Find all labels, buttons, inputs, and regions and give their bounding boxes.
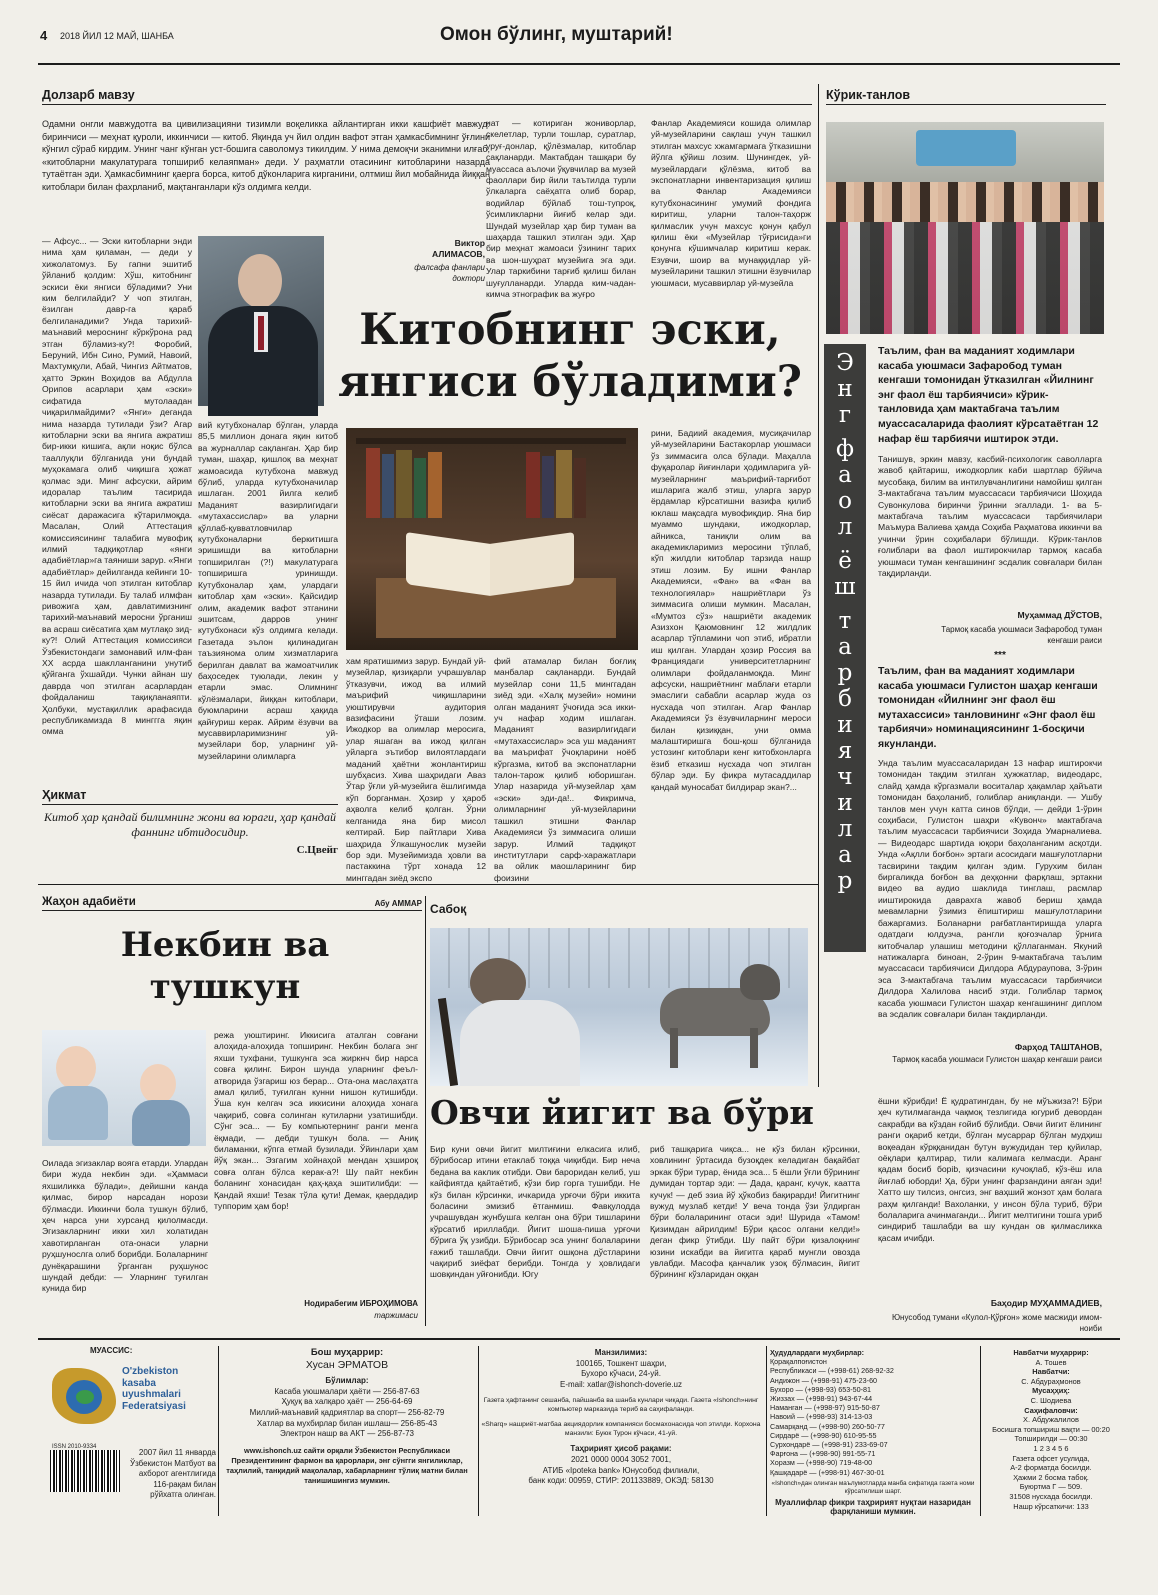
founder-label: МУАССИС:: [90, 1346, 133, 1355]
schedule-line: Босишга топшириш вақти — 00:20: [992, 1424, 1110, 1434]
newspaper-slogan: Омон бўлинг, муштарий!: [440, 24, 673, 45]
depts-label: Бўлимлар:: [325, 1376, 369, 1386]
address-line: 100165, Тошкент шаҳри,: [575, 1358, 667, 1368]
hikmat-author: С.Цвейг: [296, 844, 338, 856]
schedule-line: 31508 нусхада босилди.: [1009, 1491, 1093, 1501]
dolzarb-col5: рини, Бадиий академия, мусиқачилар уй-музейларини Бастакорлар уюшмаси ўз зиммасига олса бўлади. Маҳалла фуқаролар йиғинлари ҳодимларига уй-музейларнинг маърифий-тарғибот ишларига жалб этиш, уларга зарур ёрдамлар кўрсатишни вазифа қилиб юклаш мақсадга мувофиқдир. Яна бир муаммо шундаки, ижодкорлар, айникса, таниқли олим ва академикларимиз меросини тўплаб, кўп жилдли китоблар тарзида нашр этиш лозим. Бу ишни Фанлар Академияси, «Фан» ва «Фан ва технологиялар» нашриётлари ўз зиммасига олиши мумкин. Масалан, «Мумтоз сўз» нашриёти академик Азизхон Қаюмовнинг 12 жилдлик асарлар тўпламини чоп этиб, ибратли иш қилган. Улардан ҳозир Россия ва Франциядаги университетларнинг олимлари фойдаланмоқда. Минг афсуски, нашриётнинг маблағи етарли эмаслиги сабабли асарлар жуда оз нусхада чоп этилган. Агар Фанлар Академияси ўз ёзувчиларнинг мероси билан қизиққан, уни омма малаштиришга бош-қош бўлганида устозинг китоблари кенг китобхонларга ёзиб етказиш нусхада чоп этилган бўлар эди. Бу фикра мутасаддилар қандай муносабат билдирар экан?...: [651, 428, 811, 792]
dept-line: Миллий-маънавий қадриятлар ва спорт— 256-82-79: [249, 1407, 445, 1417]
corr-line: Қашқадарё — (+998-91) 467-30-01: [770, 1467, 885, 1477]
hikmat-quote: Китоб ҳар қандай билимнинг жони ва юраги, ҳар қандай фаннинг ибтидосидир.: [43, 810, 337, 839]
schedule-line: А-2 форматда босилди.: [1010, 1463, 1092, 1473]
mid-rule: [38, 884, 818, 885]
address-label: Манзилимиз:: [594, 1348, 648, 1357]
dolzarb-col1: — Афсус... — Эски китобларни энди нима ҳам қиламан, — деди у хижолатомуз. Бу гапни эшитиб ўйланиб қолдим: Хўш, китобнинг эскиси ёки янгиси бўладими? Уни ким белгилайди? У чоп этилган, ёзилган давр-га қараб белгиланадими? Унда тарихий-маънавий мероснинг кўркўрона рад этган бўламиз-ку?! Форобий, Беруний, Ибн Сино, Румий, Навоий, Махтумқули, Абай, Чингиз Айтматов, ҳатто Эркин Воҳидов ва Абдулла Орипов асарлари ҳам «эски» сифатида мутолаадан чиқарилмайдими? «Янги» деганда нима назарда тутилади ўзи? Агар китобларни эски ва янгига ажратиш бир-икки кишига, ақли ноқис бўлса тааллуқли бўлганида уни бундай муҳокамага олиб чиқишга ҳожат қолмас эди. Минг афсуски, айрим идоралар таълим тасирида китобларни эски ва янгига ажратиш сиёсат даражасига кўтарилмоқда. Масалан, Олий Аттестация комиссиясининг талабига мувофиқ илмий тадқиқотлар «янги адабиётлар»га таяниши зарур. «Янги адабиётлар» дейилганда кейинги 10-15 йил ичида чоп этилган китоблар назарда тутилади. Бу талаб илмфан ривожига ҳам, давлатимизнинг тарихий-маънавий меросни ўрганиш ва асраш сиёсатига ҳам мутлақо зид-ку?! Олий Аттестация комиссияси Ўзбекистондаги замонавий илм-фан XX асрда шаклланганини унутиб қўйганга ўхшайди. Чунки айнан шу даврда чоп этилган асарлардан фойдаланиш тақиқланаяпти. Ҳолбуки, мустақиллик арафасида республикамизда 8 минггга яқин омма: [42, 236, 193, 737]
section-label-dolzarb: Долзарб мавзу: [42, 88, 812, 105]
article-title-jahon: [60, 924, 390, 1008]
teachers-photo: [826, 122, 1104, 334]
footer-divider: [980, 1346, 981, 1516]
editor-label: Бош муҳаррир:: [310, 1347, 384, 1358]
section-label-hikmat: Ҳикмат: [42, 788, 338, 805]
sabok-sig-role: Юнусобод тумани «Кулол-Қўрғон» жоме масжиди имом-ноиби: [891, 1313, 1102, 1333]
twins-photo: [42, 1030, 206, 1146]
footer-divider: [478, 1346, 479, 1516]
corr-line: Республикаси — (+998-61) 268-92-32: [770, 1366, 894, 1376]
kurik-sig1-role: Тармоқ касаба уюшмаси Зафаробод туман кенгаши раиси: [941, 625, 1102, 645]
corr-list: [770, 1357, 976, 1477]
corr-line: Самарқанд — (+998-90) 260-50-77: [770, 1421, 885, 1431]
vertical-title-letter: ч: [837, 764, 853, 790]
corr-label: Ҳудудлардаги муҳбирлар:: [770, 1348, 865, 1357]
section-label-sabok: Сабоқ: [430, 902, 467, 916]
footer-divider: [218, 1346, 219, 1516]
layout-label: Саҳифаловчи:: [1024, 1405, 1078, 1415]
address-block: [480, 1348, 762, 1487]
title-line-2: тушкун: [149, 967, 301, 1007]
site-note: www.ishonch.uz сайти орқали Ўзбекистон Республикаси Президентининг фармон ва қарорлари, энг сўнгги янгиликлар, таҳлилий, танқидий мақолалар, хабарларнинг тўлиқ матни билан танишишингиз мумкин.: [226, 1445, 468, 1485]
vertical-title-letter: г: [838, 402, 852, 428]
vertical-title-letter: ё: [838, 548, 852, 574]
address-line: Бухоро кўчаси, 24-уй.: [581, 1369, 661, 1379]
hunter-wolf-photo: [430, 928, 808, 1086]
printer-note: «Sharq» нашриёт-матбаа акциядорлик компанияси босмахонасида чоп этилди. Корхона манзили: Буюк Турон кўчаси, 41-уй.: [481, 1421, 761, 1438]
vertical-title-letter: а: [838, 462, 852, 488]
page-number: 4: [40, 28, 48, 43]
vertical-title-gap: [824, 540, 866, 548]
author-name: Виктор АЛИМАСОВ,: [432, 238, 485, 259]
vertical-title-letter: и: [837, 712, 853, 738]
kurik-sig1-name: Муҳаммад ДЎСТОВ,: [1017, 610, 1102, 620]
sabok-col2: риб ташқарига чиқса... не кўз билан кўрсинки, ховлининг ўртасида бузоқдек келадиган бақайбат эркак бўри турар, ёнида эса... 5 ёшли ўғли бўрининг думидан тортар эди: — Дада, қаранг, кучук, каатта кучук! — деб эзиа йў ҳўкобиз бақирарди! Йигитнинг вужуд музлаб кетди! У веча тонда ўзи ўлдирган бўри болаларининг отаси эди! Шурида «Тамом! Қизимдан айрилдим! Бўри қасос олгани келди!» деган фикр ўтибди. Шу пайт бўри қизалоқнинг юзини искабди ва йигитга қараб мунгли овозда увлабди. Масофа қанчалик узоқ бўлмасин, йигит бўрининг кўзларидан оққан: [650, 1144, 860, 1280]
dolzarb-col3: нат — котириган жониворлар, скелетлар, турли тошлар, суратлар, уруғ-донлар, қўлёзмалар, китоблар сақланарди. Мактабдан ташқари бу муассаса аълочи ўқувчилар ва музей фаоллари бир йили таътилда турли ўлкаларга саёҳатга олиб борар, водийлар бўйлаб тош-тупроқ, ўсимликларни йиғиб келар эди. Шундай музейлар ҳар бир туман ва шаҳарда ташкил этилган эди. Ҳар бир меҳнат жамоаси ўзининг тарих ва шон-шуҳрат музейига эга эди. Улар таркибини тарғиб қилиш билан шуғулланарди. Уларда ким-чадан-кимча этнографик ва жуғро: [486, 118, 636, 300]
vertical-title-letter: а: [838, 634, 852, 660]
federation-logo: [48, 1360, 214, 1436]
bank-line: АТИБ «Ipoteka bank» Юнусобод филиали,: [542, 1465, 700, 1475]
footer-divider: [766, 1346, 767, 1516]
jahon-sig-name: Нодирабегим ИБРОҲИМОВА: [304, 1299, 418, 1308]
kurik-body-2a: Унда таълим муассасаларидан 13 нафар иштирокчи томонидан тақдим этилган ҳужжатлар, видеодарс, слайд ҳамда кўргазмали воситалар ҳақамлар ҳайъати томонидан баҳоланиб, голиблар аниқланди. — Ушбу танлов мен учун катта синов бўлди, — дейди 1-ўрин соҳибаси, Гулистон шаҳри «Кувонч» мактабгача таълим муассасаси тарбиячиси Зоҳида Умарналиева. — Видеодарс шартида юқори баҳоланганим асқотди. Унда «Ақлли боғбон» эртаги асосидаги машғулотларни тасвирини тақдим қилган эдим. Гурухим билан биргаликда боғбон ва деҳқонни фарқлаш, эртакни видео ва аудио шаклида тинглаш, расмлар ииштирокида даврахга жавоб бериш ҳамда мевамларни ўзимиз ёпиштириш машғулотларини бажаргамиз. Боланарни рағбатлантиришда уларга одатдаги юлдузча, рангли қоғозчалар ўрнига китобчалар улашиш методини қўллаганман. Якуний натижаларга биноан, 2-ўрин 9-мактабгача таълим муассасаси тарбиячиси Дилдора Абдураупова, 3-ўрин эса 3-мактабгача таълим муассасаси тарбиячиси Дилдора Халилова насиб этди. Голиблар тармоқ касаба уюшмаси Гулистон шаҳар кенгашининг диплом ва эсдалик совғалари билан тақдирланди.: [878, 758, 1102, 1019]
logo-line: kasaba: [122, 1377, 156, 1389]
schedule-line: Топширилди — 00:30: [1014, 1434, 1088, 1444]
jahon-author-tag: Абу АММАР: [374, 899, 422, 908]
proof-label: Мусаҳҳиҳ:: [1032, 1386, 1070, 1396]
vertical-title-letter: л: [837, 514, 853, 540]
corr-line: Жиззах — (+998-91) 943-67-44: [770, 1394, 873, 1404]
dolzarb-intro: Одамни онгли мавжудотга ва цивилизацияни тизимли воқеликка айлантирган икки кашфиёт мавжуд: биринчиси — меҳнат қуроли, иккинчиси — китоб. Яқинда уч йил олдин вафот этган ҳамкасбимнинг ўғлини кўнгил сўраб кирдим. Унинг чанг кўнган уст-бошига саволомуз тикилдим. У нима демоқчи эканимни илғаб, «китобларни макулатурага топшириб келаяпман» деди. У раҳматли отасининг китобларини назарда тутаётган эди. Ҳамкасбимнинг қаерга борса, китоб дўконларига кирганини, олтмиш йил мобайнида йиққан китоблари билан фахрланиб, мақтанганлари кўз олдимга келди.: [42, 119, 490, 192]
sabok-sig-name: Баҳодир МУҲАММАДИЕВ,: [990, 1298, 1102, 1308]
title-line-2: янгиси бўладими?: [338, 357, 802, 407]
title-line-1: Некбин ва: [120, 925, 330, 965]
schedule-line: 1 2 3 4 5 6: [1033, 1443, 1069, 1453]
dept-line: Касаба уюшмалари ҳаёти — 256-87-63: [274, 1386, 420, 1396]
vertical-title-letter: о: [838, 488, 852, 514]
vertical-title-gap: [824, 600, 866, 608]
proof-name: С. Шодиева: [1030, 1395, 1072, 1405]
books-photo: [346, 428, 638, 650]
opinion-note: Муаллифлар фикри таҳририят нуқтаи назаридан фарқланиши мумкин.: [775, 1497, 971, 1517]
vertical-title-letter: я: [837, 738, 853, 764]
staff-block: [984, 1348, 1118, 1511]
schedule-line: Ҳажми 2 босма табоқ.: [1013, 1472, 1089, 1482]
vertical-title: [824, 344, 866, 952]
registration-note: 2007 йил 11 январда Ўзбекистон Матбуот ва ахборот агентлигида 116-рақам билан рўйхатга олинган.: [129, 1448, 216, 1500]
duty2-label: Навбатчи:: [1032, 1367, 1070, 1377]
quote-note: «Ishonch»дан олинган маълумотларда манба сифатида газета номи кўрсатилиши шарт.: [771, 1479, 975, 1495]
email[interactable]: E-mail: xatlar@ishonch-doverie.uz: [560, 1379, 682, 1389]
vertical-title-letter: р: [837, 868, 853, 894]
bank-line: 2021 0000 0004 3052 7001,: [570, 1454, 672, 1464]
author-photo: [198, 236, 324, 406]
logo-line: uyushmalari: [122, 1389, 181, 1400]
schedule-line: Нашр кўрсаткичи: 133: [1013, 1501, 1089, 1511]
vertical-title-letter: Э: [836, 350, 854, 376]
dolzarb-col4: Фанлар Академияси кошида олимлар уй-музейларини сақлаш учун ташкил этилган махсус хжамгармага ўтказишни йўлга қўйиш лозим. Шунингдек, уй-музейлардаги қўлёзма, китоб ва экспонатларни инвентаризация қилиш ва Фанлар Академияси кутубхонасининг умумий фондига киритиш, уларни талон-таҳорж қилмаслик учун махсус қонун қабул қилиш ёки «Музейлар тўғрисида»ги қонунга кўшимчалар киритиш керак. Езувчи, шоир ва мунаққидлар уй-музейларини ташкил этишни ёзувчилар уюшмаси, мусаввирлар уй-музейла: [651, 118, 811, 288]
kurik-sig2-role: Тармоқ касаба уюшмаси Гулистон шаҳар кенгаши раиси: [892, 1055, 1102, 1064]
vertical-title-letter: р: [837, 660, 853, 686]
dept-line: Хатлар ва мухбирлар билан ишлаш— 256-85-43: [256, 1418, 438, 1428]
corr-line: Фарғона — (+998-90) 991-55-71: [770, 1449, 876, 1459]
kurik-sig2-name: Фарҳод ТАШТАНОВ,: [1014, 1042, 1102, 1052]
vertical-title-gap: [824, 428, 866, 436]
print-note: Газета ҳафтанинг сешанба, пайшанба ва шанба кунлари чиқади. Газета «Ishonch»нинг компьютер марказида териб ва саҳифаланди.: [483, 1397, 759, 1414]
author-role: фалсафа фанлари доктори: [414, 263, 485, 283]
vertical-title-letter: л: [837, 816, 853, 842]
corr-line: Қорақалпоғистон: [770, 1357, 827, 1367]
vertical-title-letter: ш: [834, 574, 856, 600]
footer-rule: [38, 1338, 1120, 1340]
corr-line: Навоий — (+998-93) 314-13-03: [770, 1412, 873, 1422]
barcode: [50, 1450, 120, 1492]
layout-name: Х. Абдужалилов: [1023, 1415, 1079, 1425]
article-title-dolzarb: [330, 304, 810, 408]
corr-line: Бухоро — (+998-93) 653-50-81: [770, 1384, 871, 1394]
kurik-left-border: [818, 84, 819, 1087]
corr-line: Наманган — (+998-97) 915-50-87: [770, 1403, 880, 1413]
header-rule: [38, 63, 1120, 65]
corr-line: Сирдарё — (+998-90) 610-95-55: [770, 1430, 877, 1440]
duty-name: А. Тошев: [1035, 1357, 1067, 1367]
corr-line: Сурхондарё — (+998-91) 233-69-07: [770, 1440, 888, 1450]
vertical-title-text: [824, 350, 866, 894]
dept-line: Ҳуқуқ ва халқаро ҳаёт — 256-64-69: [281, 1397, 413, 1407]
corr-line: Андижон — (+998-91) 475-23-60: [770, 1375, 878, 1385]
logo-line: Federatsiyasi: [122, 1400, 186, 1412]
schedule-line: Буюртма Г — 509.: [1019, 1482, 1083, 1492]
bank-label: Таҳририят ҳисоб рақами:: [570, 1444, 672, 1454]
correspondents-block: [770, 1348, 976, 1517]
duty2-name: С. Абдураҳмонов: [1021, 1376, 1081, 1386]
vertical-title-letter: б: [838, 686, 852, 712]
dolzarb-col2: вий кутубхоналар бўлган, уларда 85,5 миллион донага яқин китоб ва журналлар сақланган. Ҳар бир туман, шаҳар, қишлоқ ва меҳнат жамоасида кутубхона мавжуд бўлиб, уларда кутубхоначилар ишлаган. 2001 йилга келиб Маданият вазирлигидаги «мутахассислар» ва уларни қўллаб-қувватловчилар кутубхоналарни беркитишга эришишди ва китобларни топширилган (?!) макулатурага топширишга уринишди. Кутубхоналар ҳам, улардаги китоблар ҳам «эски». Қайсидир олим, академик вафот этганини эшитсам, дарров унинг кутубхонаси кўз олдимга келади. Газетада эълон қилинадиган таъзиянома олим хизматларига берилган давлат ва жамоатчилик баҳоседек туюлади, лекин у етарли эмас. Олимнинг кўлёзмалари, йиққан китоблари, буюмларини асраш ҳақида қайғуриш керак. Айрим ёзувчи ва мусаввирларимизнинг уй-музейлари бор, уларнинг уй-музейларини олимларга: [198, 420, 338, 761]
vertical-title-letter: и: [837, 790, 853, 816]
dept-line: Электрон нашр ва АКТ — 256-87-73: [280, 1429, 414, 1439]
issn: ISSN 2010-9334: [52, 1444, 97, 1450]
vertical-title-letter: а: [838, 842, 852, 868]
jahon-col-left: Оилада эгизаклар вояга етарди. Улардан бири жуда некбин эди. «Ҳаммаси яхшиликка бўлади», дейишни канда қилмас, бирор нарсадан норози бўлмасди. Иккинчи бола тушкун бўлиб, ҳеч нарса уни хурсанд қилолмасди. Эгизакларнинг икки хил холатидан хавотирланган ота-онаси уларни руҳшунослга олиб борибди. Болаларнинг дунёқарашини ўрганган руҳшунос шундай дебди: — Уларнинг туғилган кунида бир: [42, 1158, 208, 1294]
section-label-jahon: Жаҳон адабиёти: [42, 896, 422, 911]
duty-label: Навбатчи муҳаррир:: [1013, 1348, 1089, 1357]
section-label-kurik: Кўрик-танлов: [826, 88, 1106, 105]
dolzarb-col5b: фий атамалар билан боғлиқ манбалар сақланарди. Бундай музейлар сони 11,5 минггадан зиёд эди. «Халқ музейи» номини олган маданият ўчоғида эса икки-уч нафар ходим ишлаган. Маданият вазирлигидаги «мутахассислар» эса уш маданият ва маърифат ўчоқларини ноёб кўргазма, китоб ва экспонатларни талон-тарож қилиб юборишган. Улар назарида уй-музейлар ҳам «эски» эди-да!.. Фикримча, олимларнинг уй-музейларини ташкил этишни Фанлар Академияси ўз зиммасига олиши зарур. Илмий тадқиқот институтлари сарф-харажатлари ва ойлик маошларининг бир фоизини: [494, 656, 636, 883]
logo-line: O'zbekiston: [122, 1366, 179, 1377]
editor-name: Хусан ЭРМАТОВ: [305, 1358, 389, 1371]
logo-text: [122, 1366, 186, 1412]
kurik-lead-1: Таълим, фан ва маданият ходимлари касаба уюшмаси Зафаробод туман кенгаши томонидан ўтказилган «Йилнинг энг фаол ёш тарбиячиси» кўрик-танловида ҳам мактабгача таълим муассасаларида фаолият кўрсатаётган 12 нафар ёш тарбиячи иштирок этди.: [878, 345, 1099, 445]
title-line-1: Китобнинг эски,: [359, 305, 781, 355]
kurik-lead-2: Таълим, фан ва маданият ходимлари касаба уюшмаси Гулистон шаҳар кенгаши томонидан «Йилнинг энг фаол ёш мутахассиси» танловининг «Энг фаол ёш тарбиячи» номинациясининг 1-босқичи якунланди.: [878, 665, 1098, 750]
article-title-sabok: Овчи йигит ва бўри: [430, 1093, 814, 1132]
jahon-col-right: режа уюштиринг. Иккисига аталган совғани алоҳида-алоҳида топширинг. Некбин болага энг яхши тухфани, тушкунга эса жиркнч бир нарса совға қилинг. Бирон шунда уларнинг феъл-атворида ўзгариш юз берар... Ота-она маслаҳатга амал қилиб, туғилган кунни нишон кутишибди. Ўша кун келгач эса иккисини алоҳида хонага чақириб, совға солинган кутиларни узатишибди. Сўнг эса... — Бу компьютернинг ранги менга ёқмади, — дебди тушкун бола. — Аниқ биламанки, кўпга етмай бузилади. Ўйинлари ҳам йўқ экан... Эзгагим хойнаҳой мендан ҳзшироқ совға олган бўлса керак-а?! Шу пайт некбин боланинг хонасидан қаҳ-қаҳа эшитилибди: — Қандай яхши! Тезак тўла қути! Демак, қаердадир туппорим ҳам бор!: [214, 1030, 418, 1212]
schedule-line: Газета офсет усулида,: [1012, 1453, 1090, 1463]
sabok-divider: [425, 896, 426, 1326]
vertical-title-letter: т: [838, 608, 852, 634]
vertical-title-letter: ф: [835, 436, 854, 462]
bank-line: банк коди: 00959, СТИР: 201133889, ОКЭД: 58130: [528, 1476, 714, 1486]
vertical-title-letter: н: [837, 376, 853, 402]
sabok-col3: ёшни кўрибди! Ё қудратингдан, бу не мўъжиза?! Бўри ҳеч кутилмаганда чақмоқ тезлигида югуриб девордан сакрабди ва кўздан ғойиб бўлибди. Овчи йигит ёлининг ранги оқариб кетди, бўлган мусаррар бўлган мудҳиш воқеадан кўрққанидан бутун вужудидан тер қуйилар, оёқлари қалтирар, тили калимага келмасди. Аранг қадам босиб борib, қизчасини кучоқлаб, кўз-ёш ила йиғлаб юборди! Ҳа, бўри унинг фарзандини аяган эди! Хатто шу тилсиз, онгсиз, энг ваҳший жонзот ҳам болага раҳм қилганди! Вахоланки, у инсон бўла туриб, бўри болаларига ачинмаганди... Йигит мелтигини тошга уриб синдириб ташлабди ва шу кундан ов қилмасликка қасам ичибди.: [878, 1096, 1102, 1243]
editor-block: [220, 1348, 474, 1486]
jahon-sig-role: таржимаси: [374, 1311, 418, 1320]
corr-line: Хоразм — (+998-90) 719-48-00: [770, 1458, 873, 1468]
separator-stars: ***: [994, 650, 1006, 661]
sabok-col1: Бир куни овчи йигит милтиғини елкасига илиб, бўрибосар итини етаклаб тоққа чиқибди. Бир неча бедана ва каклик отибди. Ови бароридан келиб, уш кайфиятда қайтаётиб, кўзи бир горга тушибди. Не кўз билан кўрсинки, ичкарида урғочи бўри иккита боласини эмизиб ётганмиш. Фавқулодда учрашувдан жунбушга келган она бўри тишларини кўрсатиб ириллабди. Йигит шоша-пиша урғочи бўрига ўқ узибди. Бўрибосар эса унинг болаларини ғажиб ташлабди. Овчи йигит ошқона дўстларини чақириб зиёфат берибди. Тонгда у ҳовлидаги шовқиндан уйғонибди. Югу: [430, 1144, 640, 1280]
kurik-body-2b: [826, 958, 1102, 1028]
dolzarb-col3b: хам яратишимиз зарур. Бундай уй-музейлар, қизиқарли учрашувлар ўтказувчи, ижод ва илмий маърифий чиқишларини уюштирувчи аудитория вазифасини ўташи лозим. Ижодкор ва олимлар меросига, улар яшаган ва ижод қилган уйларга эътибор вилоятлардаги маданий ҳаётни жонлантириш шубҳасиз. Хива шаҳридаги Аваз Ўтар ўғли уй-музейига ёшлигимда кўп борганман. Ҳозир у ҳароб аҳволга келиб қолган. Ўрни келганида яна бир мисол келтирай. Бир пайтлари Хива шаҳрида Ўлкашунослик музейи бор эди. Музейимизда ҳовли ва пастаккина тўрт хонада 12 минггадан зиёд экспо: [346, 656, 486, 883]
schedule-list: [984, 1425, 1118, 1511]
kurik-body-1: Танишув, эркин мавзу, касбий-психологик саволларга жавоб қайтариш, ижодкорлик каби шартлар бўйича мусобақа, билим ва интилувчанлигини намойиш қилган 3-мактабгача таълим муассасаси тарбиячиси Шоҳида Сувонкулова биринчи ўринни эгаллади. 1- ва 5-мактабгача таълим муассасаси тарбиячилари Маъмура Валиева ҳамда Соҳиба Раҳматова иккинчи ва учинчи ўрин соҳибалари бўлишди. Кўрик-танлов ғолиблари ва фаол иштирокчилар тармоқ касаба уюшмаси туман кенгашининг эсдалик совғалари билан тақдирланди.: [878, 454, 1102, 579]
issue-date: 2018 ЙИЛ 12 МАЙ, ШАНБА: [60, 31, 174, 41]
